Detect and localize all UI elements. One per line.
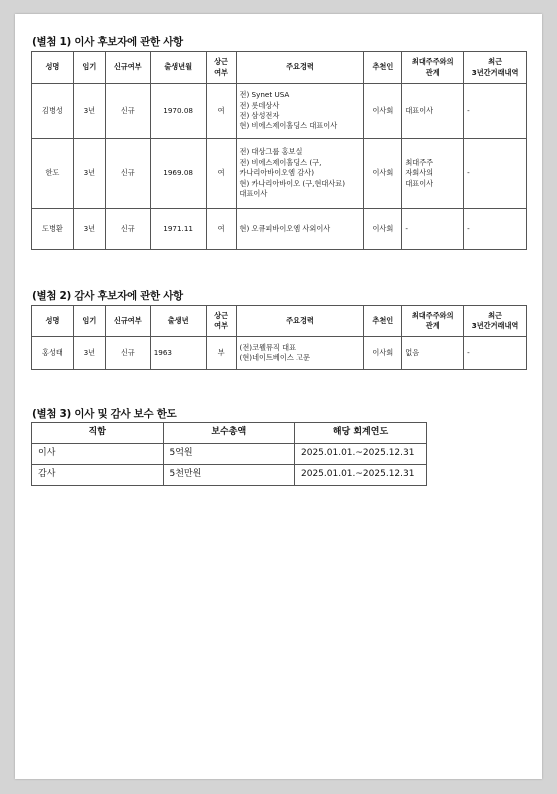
cell-transactions: - (464, 139, 527, 209)
table-row (32, 84, 527, 139)
auditor-candidates-table (31, 305, 527, 370)
cell-birth: 1970.08 (150, 84, 206, 139)
section1-title: (별첨 1) 이사 후보자에 관한 사항 (32, 36, 183, 48)
table-row (32, 444, 427, 465)
cell-new: 신규 (105, 84, 150, 139)
cell-term: 3년 (73, 209, 105, 250)
table-row (32, 139, 527, 209)
header-name: 성명 (32, 52, 74, 84)
career-line: (현)네이트베이스 고문 (239, 353, 310, 362)
cell-position: 감사 (32, 465, 164, 486)
career-line: 대표이사 (239, 189, 268, 199)
header-relation: 최대주주와의 관계 (402, 306, 464, 337)
cell-career (236, 139, 364, 209)
career-line: 현) 오큐피바이오엠 사외이사 (239, 223, 331, 233)
cell-relation: 없음 (402, 337, 464, 370)
cell-fulltime: 여 (206, 84, 236, 139)
compensation-limit-table (31, 422, 427, 486)
table-header-row (32, 423, 427, 444)
cell-term: 3년 (73, 139, 105, 209)
cell-transactions: - (464, 209, 527, 250)
header-transactions: 최근 3년간거래내역 (464, 306, 527, 337)
section3-title: (별첨 3) 이사 및 감사 보수 한도 (32, 408, 177, 420)
career-line: (전)코웰뮤직 대표 (239, 342, 297, 352)
cell-name: 한도 (32, 139, 74, 209)
header-birth: 출생년월 (150, 52, 206, 84)
section2-title: (별첨 2) 감사 후보자에 관한 사항 (32, 290, 183, 302)
header-recommender: 추천인 (364, 306, 402, 337)
cell-relation: 최대주주 자회사의 대표이사 (402, 139, 464, 209)
cell-career (236, 337, 364, 370)
header-new: 신규여부 (105, 52, 150, 84)
cell-amount: 5천만원 (163, 465, 295, 486)
cell-recommender: 이사회 (364, 337, 402, 370)
career-line: 전) 대상그룹 홍보실 (239, 147, 303, 157)
career-line: 전) 롯데상사 (239, 100, 280, 110)
cell-recommender: 이사회 (364, 139, 402, 209)
career-line: 현) 카나리아바이오 (구,현대사료) (239, 178, 346, 188)
header-birth: 출생년 (150, 306, 206, 337)
cell-birth: 1971.11 (150, 209, 206, 250)
career-line: 전) 삼성전자 (239, 111, 280, 120)
cell-new: 신규 (105, 337, 150, 370)
cell-term: 3년 (73, 84, 105, 139)
cell-fiscal-year: 2025.01.01.~2025.12.31 (295, 444, 427, 465)
career-line: 전) 비에스제이홀딩스 (구, (239, 157, 322, 167)
cell-relation: 대표이사 (402, 84, 464, 139)
table-row (32, 465, 427, 486)
document-page (15, 14, 542, 779)
cell-career (236, 84, 364, 139)
header-new: 신규여부 (105, 306, 150, 337)
director-candidates-table (31, 51, 527, 250)
header-fulltime: 상근 여부 (206, 306, 236, 337)
cell-transactions: - (464, 84, 527, 139)
cell-amount: 5억원 (163, 444, 295, 465)
cell-birth: 1963 (150, 337, 206, 370)
header-transactions: 최근 3년간거래내역 (464, 52, 527, 84)
header-career: 주요경력 (236, 306, 364, 337)
table-header-row (32, 306, 527, 337)
cell-recommender: 이사회 (364, 209, 402, 250)
header-fiscal-year: 해당 회계연도 (295, 423, 427, 444)
cell-career (236, 209, 364, 250)
header-career: 주요경력 (236, 52, 364, 84)
header-term: 임기 (73, 306, 105, 337)
cell-fulltime: 여 (206, 209, 236, 250)
career-line: 현) 비에스제이홀딩스 대표이사 (239, 121, 338, 131)
table-row (32, 337, 527, 370)
header-fulltime: 상근 여부 (206, 52, 236, 84)
cell-term: 3년 (73, 337, 105, 370)
cell-position: 이사 (32, 444, 164, 465)
header-recommender: 추천인 (364, 52, 402, 84)
cell-new: 신규 (105, 139, 150, 209)
header-amount: 보수총액 (163, 423, 295, 444)
cell-transactions: - (464, 337, 527, 370)
cell-name: 도병환 (32, 209, 74, 250)
table-row (32, 209, 527, 250)
header-position: 직함 (32, 423, 164, 444)
header-relation: 최대주주와의 관계 (402, 52, 464, 84)
cell-new: 신규 (105, 209, 150, 250)
header-term: 임기 (73, 52, 105, 84)
cell-relation: - (402, 209, 464, 250)
cell-birth: 1969.08 (150, 139, 206, 209)
cell-fulltime: 여 (206, 139, 236, 209)
header-name: 성명 (32, 306, 74, 337)
cell-recommender: 이사회 (364, 84, 402, 139)
cell-name: 홍성태 (32, 337, 74, 370)
career-line: 전) Synet USA (239, 90, 290, 100)
table-header-row (32, 52, 527, 84)
career-line: 카나리아바이오엠 감사) (239, 168, 315, 178)
cell-name: 김병성 (32, 84, 74, 139)
cell-fiscal-year: 2025.01.01.~2025.12.31 (295, 465, 427, 486)
cell-fulltime: 부 (206, 337, 236, 370)
